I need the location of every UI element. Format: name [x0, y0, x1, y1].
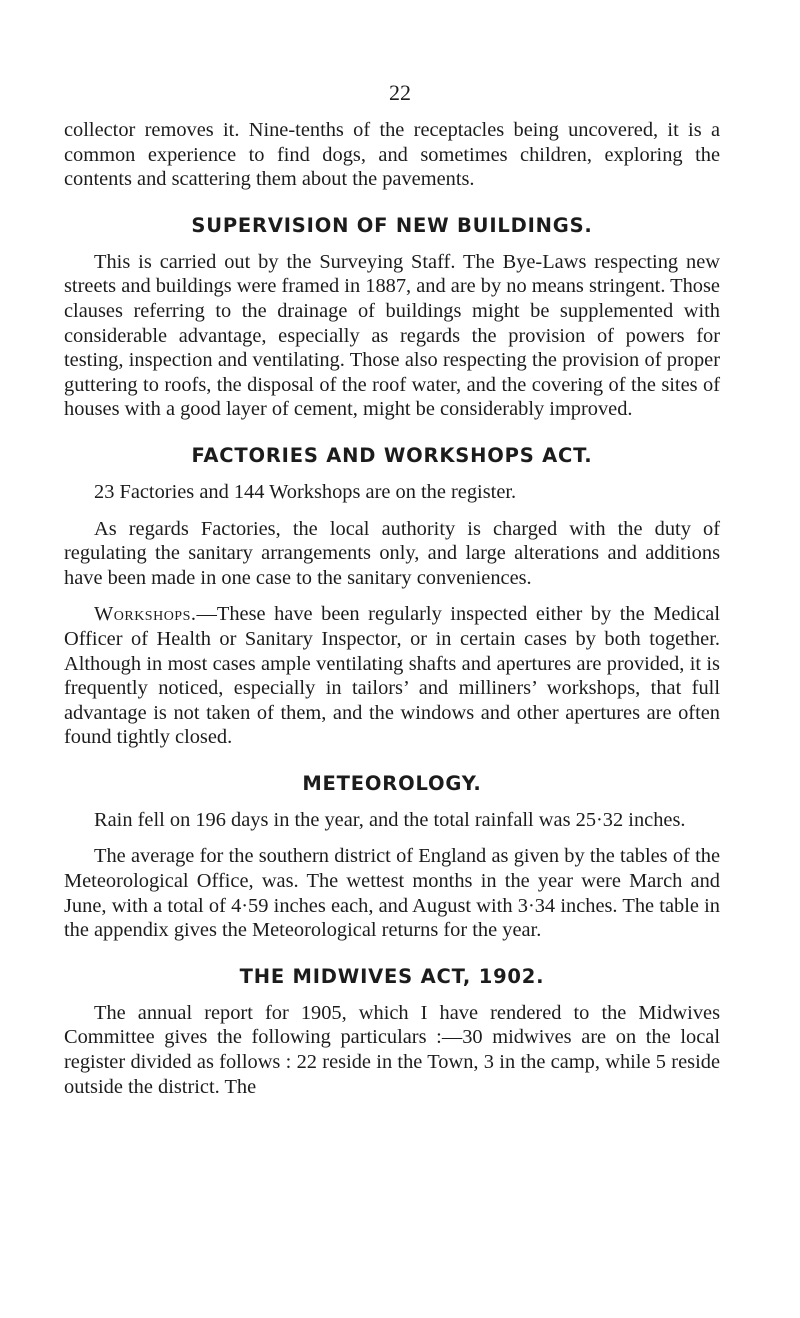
paragraph-factories: As regards Factories, the local authority is charged with the duty of regulating the sanitary arrangements only, and large alterations and additions have been made in one case to the sanitary conveniences.	[64, 517, 720, 589]
paragraph-supervision: This is carried out by the Surveying Staff. The Bye-Laws respecting new streets and buildings were framed in 1887, and are by no means stringent. Those clauses referring to the drainage of buildings might be supplemented with considerable advantage, especially as regards the provision of powers for testing, inspection and ventilating. Those also respecting the provision of proper guttering to roofs, the disposal of the roof water, and the covering of the sites of houses with a good layer of cement, might be considerably improved.	[64, 250, 720, 421]
page-number: 22	[389, 80, 411, 105]
paragraph-midwives: The annual report for 1905, which I have rendered to the Midwives Committee gives the following particulars :—30 midwives are on the local register divided as follows : 22 reside in the Town, 3 in the camp, while 5 reside outside the district. The	[64, 1001, 720, 1098]
paragraph-register-count: 23 Factories and 144 Workshops are on the register.	[94, 480, 517, 503]
heading-factories-and-workshops-act: FACTORIES AND WORKSHOPS ACT.	[191, 443, 593, 467]
workshops-text: —These have been regularly inspected either by the Medical Officer of Health or Sanitary Inspector, or in certain cases by both together. Although in most cases ample ventilating shafts and apertures are provided, it is frequently noticed, especially in tailors’ and milliners’ workshops, that full advantage is not taken of them, and the windows and other apertures are often found tightly closed.	[64, 603, 720, 749]
paragraph-workshops	[64, 602, 720, 750]
workshops-lead: Workshops.	[94, 603, 197, 626]
heading-supervision-of-new-buildings: SUPERVISION OF NEW BUILDINGS.	[191, 213, 593, 237]
heading-midwives-act: THE MIDWIVES ACT, 1902.	[239, 964, 545, 988]
paragraph-continuation: collector removes it. Nine-tenths of the receptacles being uncovered, it is a common experience to find dogs, and sometimes children, exploring the contents and scattering them about the pavements.	[64, 119, 720, 191]
paragraph-rainfall: Rain fell on 196 days in the year, and the total rainfall was 25·32 inches.	[94, 808, 686, 831]
heading-meteorology: METEOROLOGY.	[302, 771, 482, 795]
paragraph-average-rainfall: The average for the southern district of England as given by the tables of the Meteorological Office, was. The wettest months in the year were March and June, with a total of 4·59 inches each, and August with 3·34 inches. The table in the appendix gives the Meteorological returns for the year.	[64, 845, 720, 942]
page-content	[64, 118, 720, 1111]
